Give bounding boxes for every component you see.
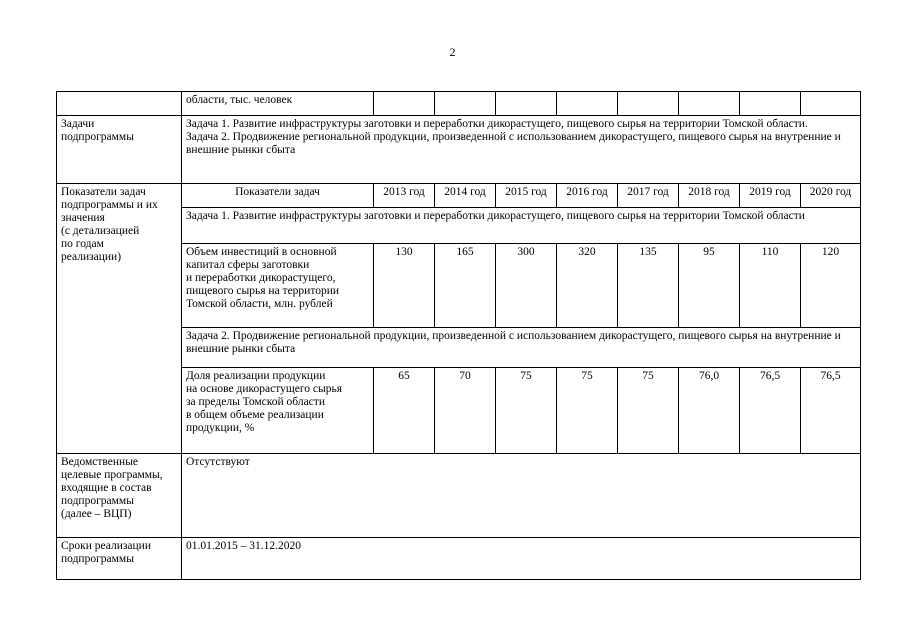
year-header-2017: 2017 год bbox=[618, 184, 679, 208]
task-2-value-2018: 76,0 bbox=[679, 368, 740, 454]
task-1-value-2015: 300 bbox=[496, 244, 557, 328]
task-1-text: Задача 1. Развитие инфраструктуры заготовки и переработки дикорастущего, пищевого сырья на территории Томской области. bbox=[186, 118, 808, 130]
investment-indicator-label: Объем инвестиций в основной капитал сферы заготовки и переработки дикорастущего, пищевого сырья на территории Томской области, млн. рублей bbox=[182, 244, 374, 328]
empty-value-cell bbox=[679, 92, 740, 116]
task-1-value-2020: 120 bbox=[801, 244, 861, 328]
year-header-2015: 2015 год bbox=[496, 184, 557, 208]
year-header-2013: 2013 год bbox=[374, 184, 435, 208]
empty-value-cell bbox=[374, 92, 435, 116]
task-1-value-2017: 135 bbox=[618, 244, 679, 328]
tasks-content bbox=[182, 116, 861, 184]
vcp-label: Ведомственные целевые программы, входящие в состав подпрограммы (далее – ВЦП) bbox=[57, 454, 182, 538]
task-2-value-2019: 76,5 bbox=[740, 368, 801, 454]
page-number: 2 bbox=[449, 45, 456, 59]
year-header-2014: 2014 год bbox=[435, 184, 496, 208]
empty-label-cell bbox=[57, 92, 182, 116]
task-1-value-2014: 165 bbox=[435, 244, 496, 328]
task-2-title: Задача 2. Продвижение региональной продукции, произведенной с использованием дикорастущего, пищевого сырья на внутренние и внешние рынки сбыта bbox=[182, 328, 861, 368]
task-1-value-2018: 95 bbox=[679, 244, 740, 328]
task-2-value-2017: 75 bbox=[618, 368, 679, 454]
task-2-value-2014: 70 bbox=[435, 368, 496, 454]
empty-value-cell bbox=[496, 92, 557, 116]
tasks-row bbox=[57, 116, 861, 184]
empty-value-cell bbox=[740, 92, 801, 116]
empty-value-cell bbox=[618, 92, 679, 116]
year-header-2019: 2019 год bbox=[740, 184, 801, 208]
terms-value: 01.01.2015 – 31.12.2020 bbox=[182, 538, 861, 580]
empty-value-cell bbox=[435, 92, 496, 116]
indicators-label: Показатели задач подпрограммы и их значения (с детализацией по годам реализации) bbox=[57, 184, 182, 454]
terms-row bbox=[57, 538, 861, 580]
vcp-row bbox=[57, 454, 861, 538]
sales-share-indicator-label: Доля реализации продукции на основе дикорастущего сырья за пределы Томской области в общем объеме реализации продукции, % bbox=[182, 368, 374, 454]
continuation-indicator-cell: области, тыс. человек bbox=[182, 92, 374, 116]
task-2-value-2016: 75 bbox=[557, 368, 618, 454]
task-1-value-2013: 130 bbox=[374, 244, 435, 328]
empty-value-cell bbox=[557, 92, 618, 116]
task-2-value-2013: 65 bbox=[374, 368, 435, 454]
task-1-value-2016: 320 bbox=[557, 244, 618, 328]
terms-label: Сроки реализации подпрограммы bbox=[57, 538, 182, 580]
indicators-column-header: Показатели задач bbox=[182, 184, 374, 208]
vcp-value: Отсутствуют bbox=[182, 454, 861, 538]
task-1-value-2019: 110 bbox=[740, 244, 801, 328]
indicators-header-row bbox=[57, 184, 861, 208]
year-header-2020: 2020 год bbox=[801, 184, 861, 208]
year-header-2018: 2018 год bbox=[679, 184, 740, 208]
task-2-value-2015: 75 bbox=[496, 368, 557, 454]
task-1-title: Задача 1. Развитие инфраструктуры заготовки и переработки дикорастущего, пищевого сырья на территории Томской области bbox=[182, 208, 861, 244]
task-2-text: Задача 2. Продвижение региональной продукции, произведенной с использованием дикорастущего, пищевого сырья на внутренние и внешние рынки сбыта bbox=[186, 131, 841, 156]
empty-value-cell bbox=[801, 92, 861, 116]
task-2-value-2020: 76,5 bbox=[801, 368, 861, 454]
continuation-row bbox=[57, 92, 861, 116]
subprogram-passport-table bbox=[56, 91, 861, 580]
year-header-2016: 2016 год bbox=[557, 184, 618, 208]
tasks-label: Задачи подпрограммы bbox=[57, 116, 182, 184]
